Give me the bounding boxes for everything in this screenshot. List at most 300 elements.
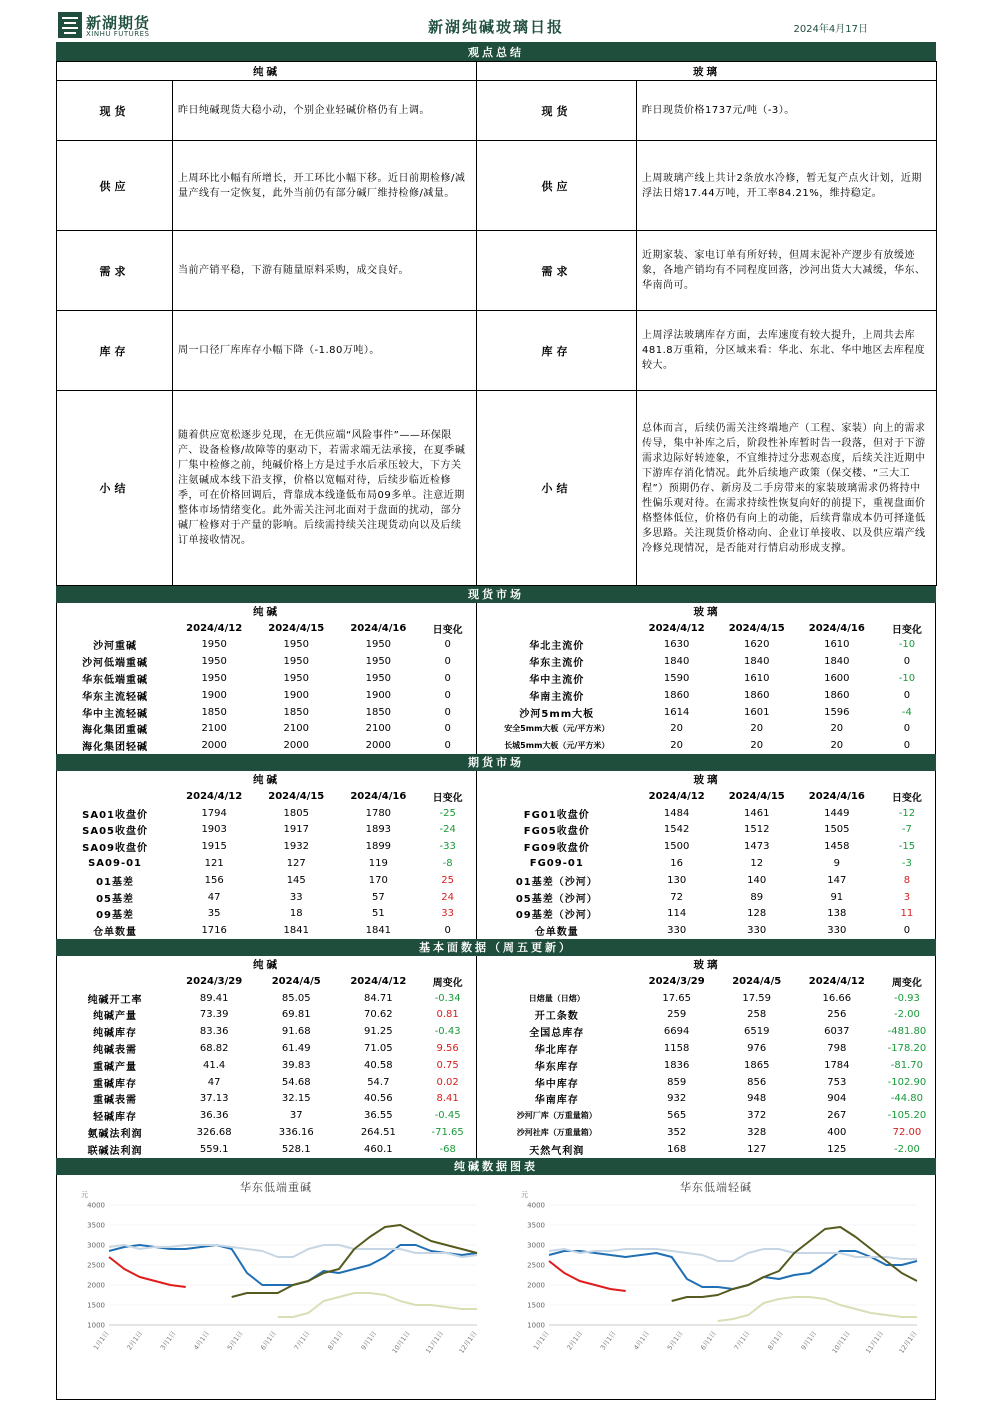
row-label: 沙河低端重碱 — [82, 658, 149, 670]
blank-cell — [476, 620, 636, 637]
section-head-soda: 纯碱 — [57, 956, 476, 973]
cell-value: 91 — [830, 891, 844, 903]
cell-value: 1484 — [663, 807, 690, 819]
blank-cell — [57, 620, 173, 637]
x-tick-label: 5月1日 — [225, 1329, 245, 1352]
column-header: 周变化 — [419, 973, 476, 990]
cell-value: 1860 — [824, 689, 850, 701]
cell-value: -105.20 — [887, 1110, 927, 1122]
x-tick-label: 12月1日 — [457, 1329, 479, 1355]
cell-value: 1614 — [663, 706, 690, 718]
cell-value: 1900 — [365, 689, 392, 701]
series-line — [232, 1225, 477, 1297]
cell-value: -33 — [419, 838, 476, 855]
cell-value: 1850 — [283, 706, 309, 718]
cell-value: 128 — [747, 908, 767, 920]
x-tick-label: 9月1日 — [359, 1329, 379, 1352]
table-row — [57, 922, 937, 939]
column-header: 2024/4/16 — [808, 622, 865, 634]
blank-cell — [476, 973, 636, 990]
overview-soda-text: 随着供应宽松逐步兑现，在无供应端“风险事件”——环保限产、设备检修/故障等的驱动下，若需求端无法承接，在夏季碱厂集中检修之前，纯碱价格上方是过手水后承压较大，下方关注氨碱成本线下沿支撑，价格以宽幅对待，后续步临近检修季，可在价格回调后，背靠成本线逢低布局09多单。注意近期整体市场情绪变化。此外需关注河北面对于盘面的扰动，部分碱厂检修对于产量的影响。后续需持续关注现货动向以及后续订单接收情况。 — [173, 391, 477, 586]
blank-cell — [57, 973, 173, 990]
cell-value: 127 — [747, 1143, 767, 1155]
row-label: 日熔量（日熔） — [528, 993, 585, 1003]
cell-value: 0 — [419, 637, 476, 654]
row-label: 纯碱开工率 — [87, 994, 143, 1006]
section-head-soda: 纯碱 — [57, 771, 476, 788]
column-header: 2024/4/12 — [808, 975, 865, 987]
blank-cell — [57, 788, 173, 805]
section-head-glass: 玻璃 — [693, 774, 721, 787]
chart-light-soda — [501, 1175, 931, 1397]
overview-table — [56, 61, 937, 586]
cell-value: 71.05 — [364, 1043, 393, 1055]
cell-value: 753 — [827, 1076, 847, 1088]
cell-value: 145 — [286, 874, 306, 886]
cell-value: 17.65 — [662, 992, 691, 1004]
spot-band: 现货市场 — [56, 586, 936, 603]
cell-value: 6519 — [744, 1026, 770, 1038]
cell-value: -7 — [901, 824, 912, 836]
cell-value: 256 — [827, 1009, 847, 1021]
cell-value: 328 — [747, 1127, 767, 1138]
x-tick-label: 6月1日 — [259, 1329, 278, 1352]
overview-label: 库存 — [477, 311, 637, 391]
cell-value: -2.00 — [893, 1009, 920, 1021]
cell-value: 565 — [667, 1110, 687, 1122]
cell-value: 54.68 — [281, 1076, 311, 1088]
section-head-glass: 玻璃 — [693, 959, 721, 972]
cell-value: 36.36 — [199, 1110, 229, 1122]
cell-value: 156 — [204, 874, 224, 886]
cell-value: 528.1 — [281, 1143, 311, 1155]
row-label: 纯碱库存 — [93, 1028, 138, 1040]
row-label: SA01收盘价 — [82, 809, 148, 821]
row-label: 华北主流价 — [529, 641, 585, 653]
table-row — [57, 1023, 937, 1040]
y-tick-label: 2500 — [87, 1261, 105, 1270]
overview-label: 供应 — [477, 141, 637, 231]
cell-value: 0 — [419, 704, 476, 721]
cell-value: 976 — [747, 1043, 767, 1055]
overview-glass-head: 玻璃 — [477, 62, 937, 81]
cell-value: 1893 — [365, 824, 392, 836]
row-label: SA09-01 — [88, 858, 143, 870]
chart-heavy-soda — [61, 1175, 491, 1397]
overview-glass-text: 近期家装、家电订单有所好转，但周末泥补产逻步有放缓迹象，各地产销均有不同程度回落，沙河出货大大减缓，华东、华南尚可。 — [637, 231, 937, 311]
row-label: 华中主流轻碱 — [82, 708, 149, 720]
cell-value: 258 — [747, 1009, 767, 1021]
x-tick-label: 4月1日 — [632, 1329, 652, 1352]
overview-label: 小结 — [57, 391, 173, 586]
column-header-row — [57, 973, 937, 990]
column-header: 2024/4/15 — [728, 790, 785, 802]
x-tick-label: 2月1日 — [125, 1329, 145, 1352]
table-row — [57, 889, 937, 906]
cell-value: 856 — [747, 1076, 767, 1088]
overview-label: 库存 — [57, 311, 173, 391]
futures-band: 期货市场 — [56, 754, 936, 771]
cell-value: 170 — [368, 874, 388, 886]
cell-value: 1850 — [365, 706, 392, 718]
cell-value: 16 — [670, 858, 684, 870]
cell-value: 35 — [207, 908, 221, 920]
table-row — [57, 721, 937, 738]
cell-value: 1836 — [663, 1059, 690, 1071]
cell-value: 24 — [419, 889, 476, 906]
y-tick-label: 2000 — [527, 1281, 545, 1290]
column-header: 2024/3/29 — [186, 975, 243, 987]
cell-value: 1610 — [744, 673, 770, 685]
overview-glass-text: 昨日现货价格1737元/吨（-3）。 — [637, 81, 937, 141]
cell-value: 1500 — [663, 841, 690, 853]
row-label: FG09收盘价 — [523, 843, 590, 855]
futures-table — [57, 771, 937, 939]
column-header: 2024/4/12 — [648, 790, 705, 802]
overview-label: 供应 — [57, 141, 173, 231]
cell-value: 2100 — [365, 723, 392, 735]
table-row — [57, 1007, 937, 1024]
cell-value: 73.39 — [199, 1009, 229, 1021]
cell-value: 1900 — [201, 689, 227, 701]
section-head-glass: 玻璃 — [693, 605, 721, 618]
row-label: 05基差 — [96, 893, 135, 905]
cell-value: 0 — [903, 740, 911, 752]
cell-value: 0 — [903, 656, 911, 668]
y-tick-label: 3000 — [527, 1241, 545, 1250]
column-header: 2024/4/16 — [808, 790, 865, 802]
cell-value: 0 — [903, 689, 911, 701]
y-tick-label: 4000 — [527, 1201, 545, 1210]
cell-value: 11 — [900, 908, 914, 920]
cell-value: -25 — [419, 805, 476, 822]
series-line — [718, 1297, 917, 1321]
column-header: 2024/4/5 — [271, 975, 321, 987]
y-unit-label: 元 — [521, 1190, 528, 1199]
cell-value: -15 — [898, 841, 916, 853]
cell-value: 372 — [747, 1110, 767, 1122]
cell-value: 904 — [827, 1093, 847, 1105]
cell-value: 17.59 — [742, 992, 772, 1004]
y-tick-label: 1500 — [527, 1301, 545, 1310]
cell-value: 57 — [371, 891, 385, 903]
cell-value: 1899 — [365, 841, 392, 853]
column-header: 2024/3/29 — [648, 975, 705, 987]
row-label: SA09收盘价 — [82, 843, 148, 855]
row-label: 华南库存 — [534, 1095, 579, 1107]
cell-value: 352 — [667, 1127, 687, 1138]
x-tick-label: 7月1日 — [732, 1329, 752, 1352]
table-row — [57, 855, 937, 872]
table-row — [57, 637, 937, 654]
cell-value: 25 — [419, 872, 476, 889]
overview-glass-text: 上周玻璃产线上共计2条放水冷修，暂无复产点火计划，近期浮法日熔17.44万吨，开工率84.21%，维持稳定。 — [637, 141, 937, 231]
cell-value: 1590 — [663, 673, 690, 685]
cell-value: 0 — [419, 687, 476, 704]
cell-value: 32.15 — [281, 1093, 311, 1105]
cell-value: 2000 — [283, 740, 309, 752]
row-label: 沙河重碱 — [93, 641, 138, 653]
cell-value: 1601 — [744, 706, 770, 718]
y-tick-label: 2000 — [87, 1281, 105, 1290]
cell-value: 0 — [903, 925, 911, 937]
y-tick-label: 3500 — [527, 1221, 545, 1230]
column-header: 周变化 — [891, 977, 922, 989]
logo-subtext: XINHU FUTURES — [86, 30, 150, 38]
table-row — [57, 990, 937, 1007]
cell-value: 37 — [289, 1110, 303, 1122]
cell-value: 20 — [830, 740, 844, 752]
overview-soda-text: 周一口径厂库库存小幅下降（-1.80万吨）。 — [173, 311, 477, 391]
row-label: 09基差 — [96, 910, 135, 922]
cell-value: 559.1 — [199, 1143, 229, 1155]
cell-value: 140 — [747, 874, 767, 886]
cell-value: 0 — [419, 721, 476, 738]
overview-label: 需求 — [57, 231, 173, 311]
cell-value: -0.45 — [419, 1107, 476, 1124]
cell-value: 1630 — [663, 639, 690, 651]
cell-value: -44.80 — [890, 1093, 924, 1105]
cell-value: 326.68 — [196, 1127, 232, 1138]
cell-value: 0 — [419, 922, 476, 939]
x-tick-label: 10月1日 — [830, 1329, 852, 1355]
overview-glass-text: 总体而言，后续仍需关注终端地产（工程、家装）向上的需求传导，集中补库之后，阶段性补库暂时告一段落，但对于下游需求边际好转迹象，不宜维持过分悲观态度，后续关注近期中下游库存消化情况。此外后续地产政策（保交楼、“三大工程”）预期仍存、新房及二手房带来的家装玻璃需求仍将持中性偏乐观对待。在需求持续性恢复向好的前提下，重视盘面价格整体低位，价格仍有向上的动能，后续背靠成本仍可择逢低多思路。关注现货价格动向、企业订单接收、以及供应端产线冷修兑现情况，是否能对行情启动形成支撑。 — [637, 391, 937, 586]
overview-label: 现货 — [57, 81, 173, 141]
report-title: 新湖纯碱玻璃日报 — [427, 18, 564, 36]
x-tick-label: 11月1日 — [864, 1329, 886, 1355]
row-label: 05基差（沙河） — [515, 893, 598, 905]
table-row — [57, 872, 937, 889]
cell-value: 9 — [833, 858, 840, 870]
cell-value: 168 — [667, 1143, 687, 1155]
cell-value: 20 — [670, 723, 684, 735]
cell-value: 267 — [827, 1110, 847, 1122]
y-tick-label: 3000 — [87, 1241, 105, 1250]
spot-table — [57, 603, 937, 754]
row-label: 沙河5mm大板 — [519, 708, 595, 720]
cell-value: 1461 — [744, 807, 770, 819]
x-tick-label: 3月1日 — [598, 1329, 618, 1352]
row-label: 仓单数量 — [534, 927, 579, 939]
table-row — [57, 1091, 937, 1108]
row-label: 长城5mm大板（元/平方米） — [504, 741, 610, 751]
cell-value: 0.75 — [419, 1057, 476, 1074]
cell-value: 330 — [747, 925, 767, 937]
cell-value: 460.1 — [364, 1143, 393, 1155]
cell-value: 1950 — [283, 673, 309, 685]
column-header: 2024/4/16 — [350, 622, 407, 634]
row-label: 09基差（沙河） — [515, 910, 598, 922]
cell-value: 1596 — [824, 706, 850, 718]
fundamental-table — [57, 956, 937, 1158]
cell-value: 114 — [667, 908, 687, 920]
table-row — [57, 1141, 937, 1158]
section-head-soda: 纯碱 — [57, 603, 476, 620]
cell-value: 1449 — [824, 807, 850, 819]
cell-value: 1600 — [824, 673, 850, 685]
cell-value: 798 — [827, 1043, 847, 1055]
cell-value: 2100 — [283, 723, 309, 735]
report-header — [56, 10, 936, 44]
cell-value: 40.56 — [364, 1093, 393, 1105]
cell-value: 0 — [419, 737, 476, 754]
row-label: 安全5mm大板（元/平方米） — [504, 724, 610, 734]
chart-svg — [61, 1175, 491, 1397]
row-label: FG01收盘价 — [523, 809, 590, 821]
y-unit-label: 元 — [81, 1190, 88, 1199]
overview-soda-text: 昨日纯碱现货大稳小动，个别企业轻碱价格仍有上调。 — [173, 81, 477, 141]
cell-value: 1473 — [744, 841, 770, 853]
cell-value: 1805 — [283, 807, 309, 819]
cell-value: 41.4 — [203, 1059, 226, 1071]
row-label: 轻碱库存 — [93, 1112, 138, 1124]
cell-value: 33 — [289, 891, 303, 903]
table-row — [57, 653, 937, 670]
cell-value: 330 — [667, 925, 687, 937]
cell-value: 127 — [286, 858, 306, 870]
section-head-row — [57, 771, 937, 788]
x-tick-label: 9月1日 — [799, 1329, 819, 1352]
cell-value: 1950 — [365, 673, 392, 685]
cell-value: -481.80 — [887, 1026, 927, 1038]
column-header: 2024/4/5 — [732, 975, 782, 987]
cell-value: 37.13 — [199, 1093, 229, 1105]
table-row — [57, 805, 937, 822]
cell-value: 6694 — [663, 1026, 690, 1038]
column-header: 2024/4/16 — [350, 790, 407, 802]
cell-value: -10 — [898, 639, 916, 651]
column-header: 2024/4/15 — [268, 790, 325, 802]
cell-value: 1950 — [201, 639, 227, 651]
cell-value: 138 — [827, 908, 847, 920]
cell-value: 91.25 — [364, 1026, 393, 1038]
cell-value: 1860 — [744, 689, 770, 701]
series-line — [549, 1261, 626, 1291]
row-label: 重碱库存 — [93, 1078, 138, 1090]
cell-value: 0 — [419, 670, 476, 687]
cell-value: 20 — [670, 740, 684, 752]
logo-text: 新湖期货 — [86, 14, 151, 32]
row-label: FG05收盘价 — [523, 826, 590, 838]
cell-value: 1950 — [201, 656, 227, 668]
cell-value: -8 — [419, 855, 476, 872]
cell-value: -3 — [901, 858, 912, 870]
chart-svg — [501, 1175, 931, 1397]
column-header: 2024/4/15 — [268, 622, 325, 634]
table-row — [57, 1057, 937, 1074]
cell-value: 8.41 — [419, 1091, 476, 1108]
row-label: 沙河厂库（万重量箱） — [516, 1111, 597, 1121]
row-label: 华东主流价 — [529, 658, 585, 670]
cell-value: 1950 — [201, 673, 227, 685]
cell-value: 20 — [750, 740, 764, 752]
x-tick-label: 5月1日 — [665, 1329, 685, 1352]
cell-value: 330 — [827, 925, 847, 937]
x-tick-label: 8月1日 — [766, 1329, 785, 1352]
cell-value: 1950 — [365, 639, 392, 651]
series-line — [672, 1227, 917, 1301]
x-tick-label: 3月1日 — [158, 1329, 178, 1352]
cell-value: 0 — [903, 723, 911, 735]
x-tick-label: 8月1日 — [326, 1329, 345, 1352]
cell-value: -2.00 — [893, 1143, 920, 1155]
cell-value: 20 — [830, 723, 844, 735]
column-header-row — [57, 788, 937, 805]
cell-value: 1542 — [663, 824, 690, 836]
x-tick-label: 10月1日 — [390, 1329, 412, 1355]
overview-soda-head: 纯碱 — [57, 62, 477, 81]
report-date: 2024年4月17日 — [793, 24, 868, 35]
cell-value: 1865 — [744, 1059, 770, 1071]
cell-value: 147 — [827, 874, 847, 886]
cell-value: 12 — [750, 858, 764, 870]
series-line — [109, 1257, 186, 1287]
cell-value: 0.81 — [419, 1007, 476, 1024]
overview-soda-text: 当前产销平稳，下游有随量原料采购，成交良好。 — [173, 231, 477, 311]
x-tick-label: 6月1日 — [699, 1329, 718, 1352]
cell-value: 39.83 — [281, 1059, 311, 1071]
cell-value: 859 — [667, 1076, 687, 1088]
row-label: 华北库存 — [534, 1045, 579, 1057]
cell-value: 61.49 — [281, 1043, 311, 1055]
cell-value: 1784 — [824, 1059, 850, 1071]
row-label: 沙河社库（万重量箱） — [516, 1128, 597, 1137]
cell-value: -0.34 — [419, 990, 476, 1007]
cell-value: 72.00 — [892, 1127, 922, 1138]
cell-value: 1794 — [201, 807, 227, 819]
cell-value: 1932 — [283, 841, 309, 853]
row-label: 开工条数 — [534, 1011, 579, 1023]
overview-label: 需求 — [477, 231, 637, 311]
cell-value: -71.65 — [419, 1124, 476, 1141]
row-label: 全国总库存 — [529, 1028, 585, 1040]
table-row — [57, 1040, 937, 1057]
cell-value: 119 — [368, 858, 388, 870]
cell-value: 1505 — [824, 824, 850, 836]
cell-value: 1458 — [824, 841, 850, 853]
column-header: 2024/4/15 — [728, 622, 785, 634]
y-tick-label: 1000 — [87, 1321, 105, 1330]
cell-value: 51 — [371, 908, 385, 920]
cell-value: -0.93 — [893, 992, 920, 1004]
cell-value: 8 — [903, 874, 911, 886]
cell-value: -0.43 — [419, 1023, 476, 1040]
cell-value: 1950 — [283, 639, 309, 651]
overview-label: 现货 — [477, 81, 637, 141]
cell-value: 2000 — [365, 740, 392, 752]
row-label: 华南主流价 — [529, 691, 585, 703]
cell-value: 2100 — [201, 723, 227, 735]
cell-value: 1950 — [283, 656, 309, 668]
row-label: 重碱产量 — [93, 1061, 138, 1073]
cell-value: 54.7 — [367, 1076, 390, 1088]
cell-value: 948 — [747, 1093, 767, 1105]
cell-value: 1610 — [824, 639, 850, 651]
row-label: 华东库存 — [534, 1061, 579, 1073]
cell-value: 16.66 — [822, 992, 852, 1004]
row-label: 联碱法利润 — [87, 1145, 143, 1157]
x-tick-label: 12月1日 — [897, 1329, 919, 1355]
y-tick-label: 1500 — [87, 1301, 105, 1310]
cell-value: 68.82 — [199, 1043, 229, 1055]
cell-value: 1716 — [201, 925, 227, 937]
report-page — [56, 10, 936, 1400]
row-label: 海化集团重碱 — [82, 725, 149, 737]
cell-value: -24 — [419, 822, 476, 839]
row-label: 天然气利润 — [529, 1145, 585, 1157]
cell-value: 89.41 — [199, 992, 229, 1004]
cell-value: 1860 — [663, 689, 690, 701]
